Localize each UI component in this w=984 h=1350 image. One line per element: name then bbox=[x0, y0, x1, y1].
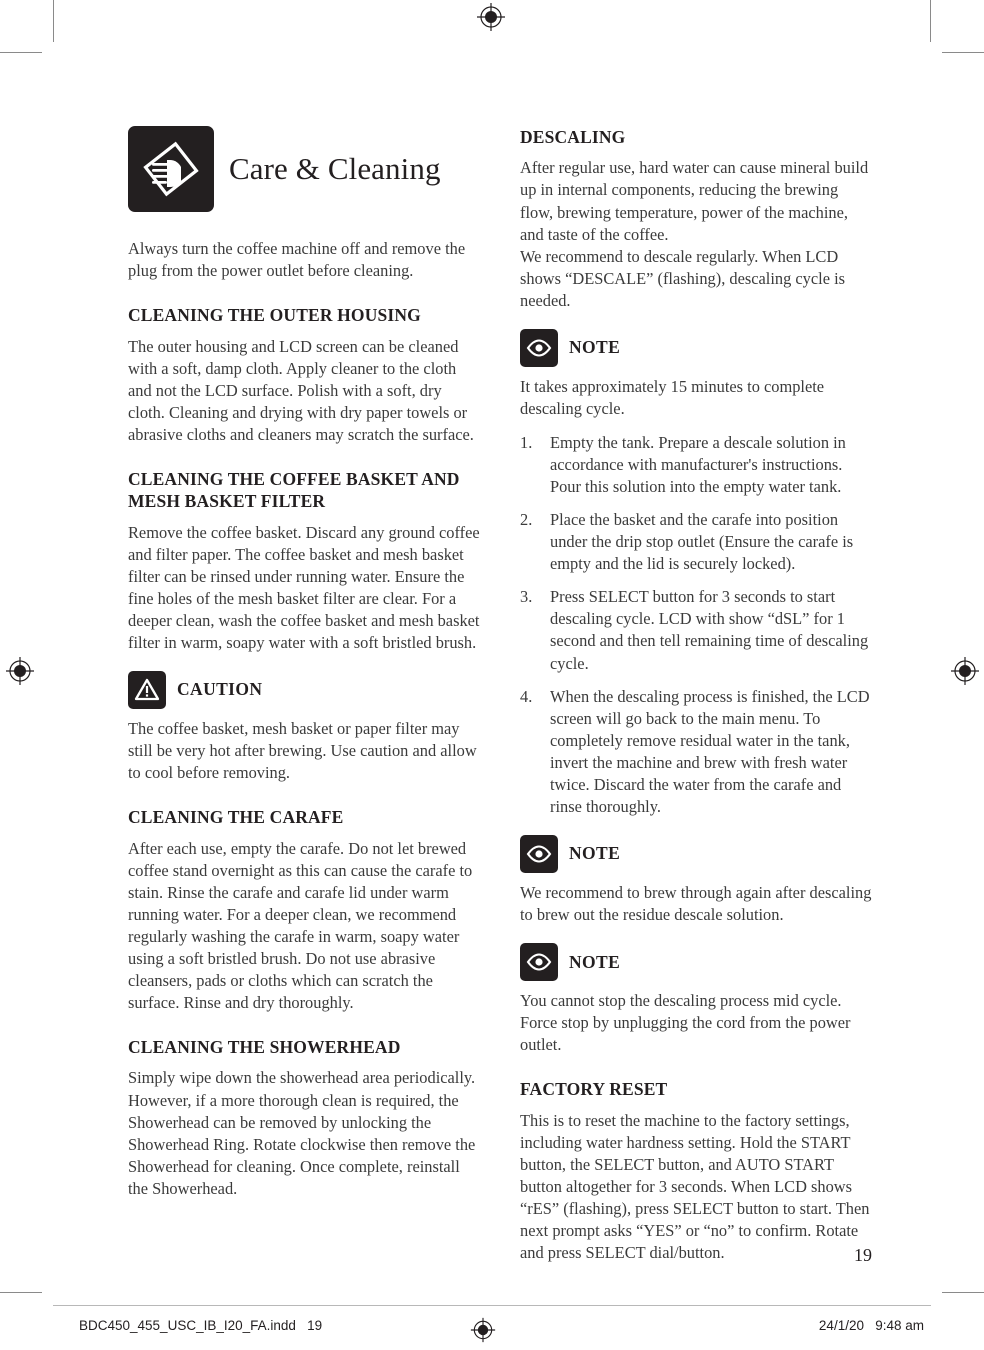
left-column bbox=[128, 126, 480, 1274]
step-text: Press SELECT button for 3 seconds to start descaling cycle. LCD with show “dSL” for 1 second and then tell remaining time of descaling cycle. bbox=[550, 587, 869, 673]
step-number: 3. bbox=[520, 587, 533, 607]
eye-icon bbox=[520, 329, 558, 367]
caution-callout-header bbox=[128, 671, 480, 709]
list-item bbox=[520, 509, 872, 575]
section-body-factory-reset: This is to reset the machine to the factory settings, including water hardness setting. Hold the START button, the SELECT button, and AUTO START button altogether for 3 seconds. When LCD shows “rES” (flashing), press SELECT button to start. Then next prompt asks “YES” or “no” to confirm. Rotate and press SELECT dial/button. bbox=[520, 1110, 870, 1263]
section-body-coffee-basket: Remove the coffee basket. Discard any ground coffee and filter paper. The coffee basket and mesh basket filter can be rinsed under running water. Ensure the fine holes of the mesh basket filter are clear. For a deeper clean, wash the coffee basket and mesh basket filter in warm, soapy water with a soft bristled brush. bbox=[128, 522, 480, 652]
list-item bbox=[520, 586, 872, 674]
step-text: Place the basket and the carafe into position under the drip stop outlet (Ensure the carafe is empty and the lid is securely locked). bbox=[550, 510, 854, 574]
note-body-3: You cannot stop the descaling process mid cycle. Force stop by unplugging the cord from the power outlet. bbox=[520, 991, 851, 1055]
note-body-1: It takes approximately 15 minutes to complete descaling cycle. bbox=[520, 376, 825, 418]
note-label-1: NOTE bbox=[569, 337, 621, 358]
footer-timestamp: 24/1/20 9:48 am bbox=[818, 1318, 924, 1333]
registration-mark-footer bbox=[470, 1317, 496, 1348]
eye-icon bbox=[520, 943, 558, 981]
descaling-steps-list bbox=[520, 432, 872, 818]
note-callout-header-2 bbox=[520, 835, 872, 873]
section-body-outer-housing: The outer housing and LCD screen can be cleaned with a soft, damp cloth. Apply cleaner to the cloth and not the LCD surface. Polish with a soft, dry cloth. Cleaning and drying with dry paper towels or abrasive cloths and cleaners may scratch the surface. bbox=[128, 336, 474, 444]
descaling-body-first: After regular use, hard water can cause mineral build up in internal components, reducing the brewing flow, brewing temperature, power of the machine, and taste of the coffee. bbox=[520, 158, 869, 244]
note-body-2: We recommend to brew through again after descaling to brew out the residue descale solution. bbox=[520, 882, 872, 925]
warning-triangle-icon bbox=[128, 671, 166, 709]
section-heading-carafe: CLEANING THE CARAFE bbox=[128, 807, 344, 828]
page-number: 19 bbox=[854, 1245, 872, 1265]
section-heading-coffee-basket: CLEANING THE COFFEE BASKET AND MESH BASKET FILTER bbox=[128, 468, 460, 512]
footer-file-name: BDC450_455_USC_IB_I20_FA.indd 19 bbox=[79, 1318, 323, 1333]
eye-icon bbox=[520, 835, 558, 873]
caution-body: The coffee basket, mesh basket or paper filter may still be very hot after brewing. Use caution and allow to cool before removing. bbox=[128, 718, 477, 783]
right-column bbox=[520, 126, 872, 1274]
step-text: When the descaling process is finished, the LCD screen will go back to the main menu. To completely remove residual water in the tank, invert the machine and brew with fresh water twice. Discard the water from the carafe and rinse thoroughly. bbox=[550, 686, 870, 816]
section-heading-showerhead: CLEANING THE SHOWERHEAD bbox=[128, 1037, 401, 1058]
note-callout-header-3 bbox=[520, 943, 872, 981]
section-heading-outer-housing: CLEANING THE OUTER HOUSING bbox=[128, 305, 421, 326]
chapter-header bbox=[128, 126, 480, 212]
chapter-intro-text: Always turn the coffee machine off and remove the plug from the power outlet before cleaning. bbox=[128, 239, 466, 281]
section-body-carafe: After each use, empty the carafe. Do not let brewed coffee stand overnight as this can cause the carafe to stain. Rinse the carafe and carafe lid under warm running water. For a deeper clean, we recommend regularly washing the carafe in warm, soapy water using a soft bristled brush. Do not use abrasive cleansers, pads or cloths which can scratch the surface. Rinse and dry thoroughly. bbox=[128, 838, 473, 1012]
footer-divider bbox=[53, 1305, 931, 1306]
caution-label: CAUTION bbox=[177, 679, 263, 700]
hand-cleaning-cloth-icon bbox=[128, 126, 214, 212]
section-heading-descaling: DESCALING bbox=[520, 127, 626, 147]
two-column-layout bbox=[128, 126, 872, 1274]
note-callout-header-1 bbox=[520, 329, 872, 367]
step-number: 1. bbox=[520, 432, 533, 452]
descaling-body-second: We recommend to descale regularly. When LCD shows “DESCALE” (flashing), descaling cycle is needed. bbox=[520, 246, 846, 310]
section-heading-factory-reset: FACTORY RESET bbox=[520, 1079, 668, 1100]
note-label-3: NOTE bbox=[569, 951, 621, 972]
section-body-showerhead: Simply wipe down the showerhead area periodically. However, if a more thorough clean is required, the Showerhead can be removed by unlocking the Showerhead Ring. Rotate clockwise then remove the Showerhead for cleaning. Once complete, reinstall the Showerhead. bbox=[128, 1068, 476, 1198]
step-text: Empty the tank. Prepare a descale solution in accordance with manufacturer's instructions. Pour this solution into the empty water tank. bbox=[550, 432, 846, 497]
page-title: Care & Cleaning bbox=[229, 150, 441, 186]
list-item bbox=[520, 686, 872, 818]
list-item bbox=[520, 432, 872, 498]
step-number: 4. bbox=[520, 686, 533, 706]
step-number: 2. bbox=[520, 510, 533, 530]
note-label-2: NOTE bbox=[569, 843, 621, 864]
